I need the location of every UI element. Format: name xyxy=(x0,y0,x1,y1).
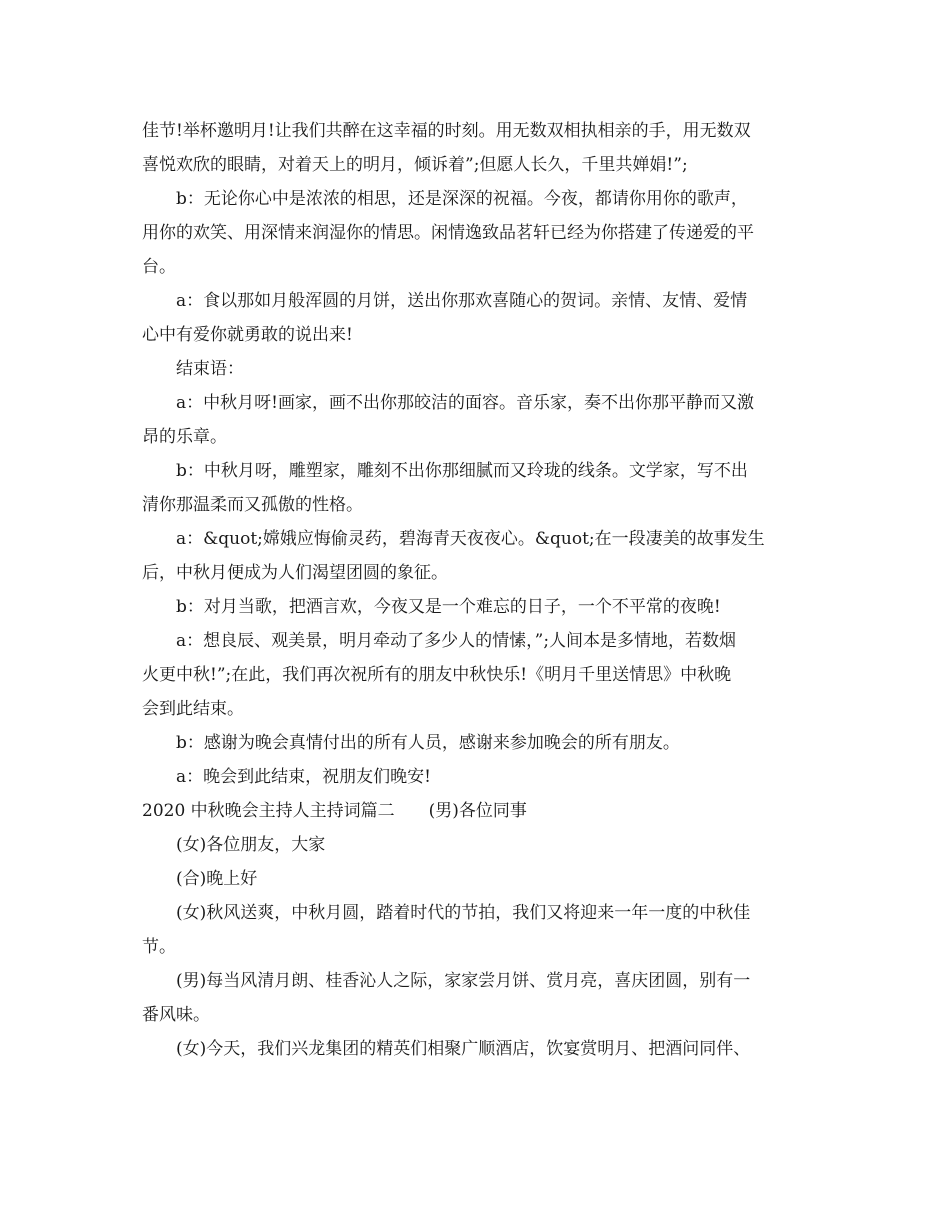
text-line: a：晚会到此结束，祝朋友们晚安! xyxy=(176,767,431,787)
text-line: a：中秋月呀!画家，画不出你那皎洁的面容。音乐家，奏不出你那平静而又激 xyxy=(176,393,754,413)
text-line: 喜悦欢欣的眼睛，对着天上的明月，倾诉着”;但愿人长久，千里共婵娟!”; xyxy=(142,155,688,175)
text-line: a：食以那如月般浑圆的月饼，送出你那欢喜随心的贺词。亲情、友情、爱情 xyxy=(176,291,748,311)
section-heading: 结束语： xyxy=(176,359,244,379)
text-line: 会到此结束。 xyxy=(142,699,244,719)
text-line: (女)各位朋友，大家 xyxy=(176,835,326,855)
text-line: b：中秋月呀，雕塑家，雕刻不出你那细腻而又玲珑的线条。文学家，写不出 xyxy=(176,461,748,481)
text-line: 心中有爱你就勇敢的说出来! xyxy=(142,325,353,345)
text-line: b：感谢为晚会真情付出的所有人员，感谢来参加晚会的所有朋友。 xyxy=(176,733,680,753)
text-line: 番风味。 xyxy=(142,1005,210,1025)
text-line: a：想良辰、观美景，明月牵动了多少人的情愫，”;人间本是多情地，若数烟 xyxy=(176,631,737,651)
text-line: 佳节!举杯邀明月!让我们共醉在这幸福的时刻。用无数双相执相亲的手，用无数双 xyxy=(142,121,751,141)
text-line: 火更中秋!”;在此，我们再次祝所有的朋友中秋快乐!《明月千里送情思》中秋晚 xyxy=(142,665,732,685)
text-line: b：无论你心中是浓浓的相思，还是深深的祝福。今夜，都请你用你的歌声， xyxy=(176,189,748,209)
text-line: (男)每当风清月朗、桂香沁人之际，家家尝月饼、赏月亮，喜庆团圆，别有一 xyxy=(176,971,751,991)
text-line: 节。 xyxy=(142,937,176,957)
text-line: 清你那温柔而又孤傲的性格。 xyxy=(142,495,363,515)
text-line: (女)秋风送爽，中秋月圆，踏着时代的节拍，我们又将迎来一年一度的中秋佳 xyxy=(176,903,751,923)
section-heading: 2020 中秋晚会主持人主持词篇二 (男)各位同事 xyxy=(142,801,527,821)
text-line: (女)今天，我们兴龙集团的精英们相聚广顺酒店，饮宴赏明月、把酒问同伴、 xyxy=(176,1039,751,1059)
text-line: a：&quot;嫦娥应悔偷灵药，碧海青天夜夜心。&quot;在一段凄美的故事发生 xyxy=(176,529,765,549)
text-line: 昂的乐章。 xyxy=(142,427,227,447)
text-line: 后，中秋月便成为人们渴望团圆的象征。 xyxy=(142,563,448,583)
text-line: b：对月当歌，把酒言欢，今夜又是一个难忘的日子，一个不平常的夜晚! xyxy=(176,597,721,617)
text-line: 台。 xyxy=(142,257,176,277)
text-line: 用你的欢笑、用深情来润湿你的情思。闲情逸致品茗轩已经为你搭建了传递爱的平 xyxy=(142,223,754,243)
text-line: (合)晚上好 xyxy=(176,869,258,889)
